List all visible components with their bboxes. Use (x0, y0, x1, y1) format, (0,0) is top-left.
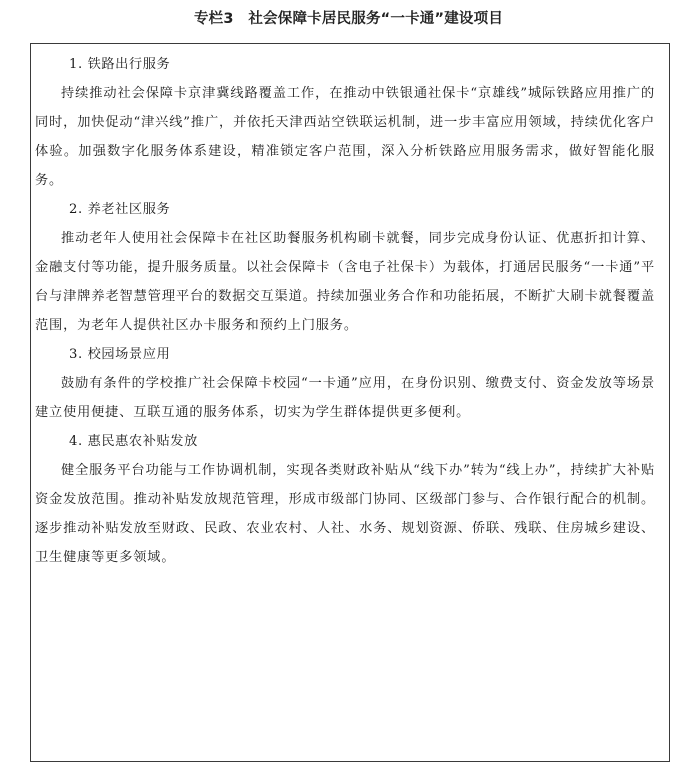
section-body: 鼓励有条件的学校推广社会保障卡校园“一卡通”应用，在身份识别、缴费支付、资金发放等场景建立使用便捷、互联互通的服务体系，切实为学生群体提供更多便利。 (35, 376, 655, 420)
column-title: 专栏3 社会保障卡居民服务“一卡通”建设项目 (193, 11, 504, 27)
section-elderly-community (35, 195, 655, 340)
section-railway (35, 50, 655, 195)
section-heading: 1. 铁路出行服务 (69, 57, 171, 72)
section-subsidy (35, 427, 655, 572)
section-body: 持续推动社会保障卡京津冀线路覆盖工作，在推动中铁银通社保卡“京雄线”城际铁路应用推广的同时，加快促动“津兴线”推广，并依托天津西站空铁联运机制，进一步丰富应用领域，持续优化客户体验。加强数字化服务体系建设，精准锁定客户范围，深入分析铁路应用服务需求，做好智能化服务。 (35, 86, 655, 188)
section-body: 推动老年人使用社会保障卡在社区助餐服务机构刷卡就餐，同步完成身份认证、优惠折扣计算、金融支付等功能，提升服务质量。以社会保障卡（含电子社保卡）为载体，打通居民服务“一卡通”平台与津牌养老智慧管理平台的数据交互渠道。持续加强业务合作和功能拓展，不断扩大刷卡就餐覆盖范围，为老年人提供社区办卡服务和预约上门服务。 (35, 231, 655, 333)
section-heading: 3. 校园场景应用 (69, 347, 171, 362)
section-heading: 2. 养老社区服务 (69, 202, 171, 217)
section-heading: 4. 惠民惠农补贴发放 (69, 434, 198, 449)
project-box (30, 43, 670, 762)
section-campus (35, 340, 655, 427)
section-body: 健全服务平台功能与工作协调机制，实现各类财政补贴从“线下办”转为“线上办”，持续扩大补贴资金发放范围。推动补贴发放规范管理，形成市级部门协同、区级部门参与、合作银行配合的机制。逐步推动补贴发放至财政、民政、农业农村、人社、水务、规划资源、侨联、残联、住房城乡建设、卫生健康等更多领域。 (35, 463, 655, 565)
